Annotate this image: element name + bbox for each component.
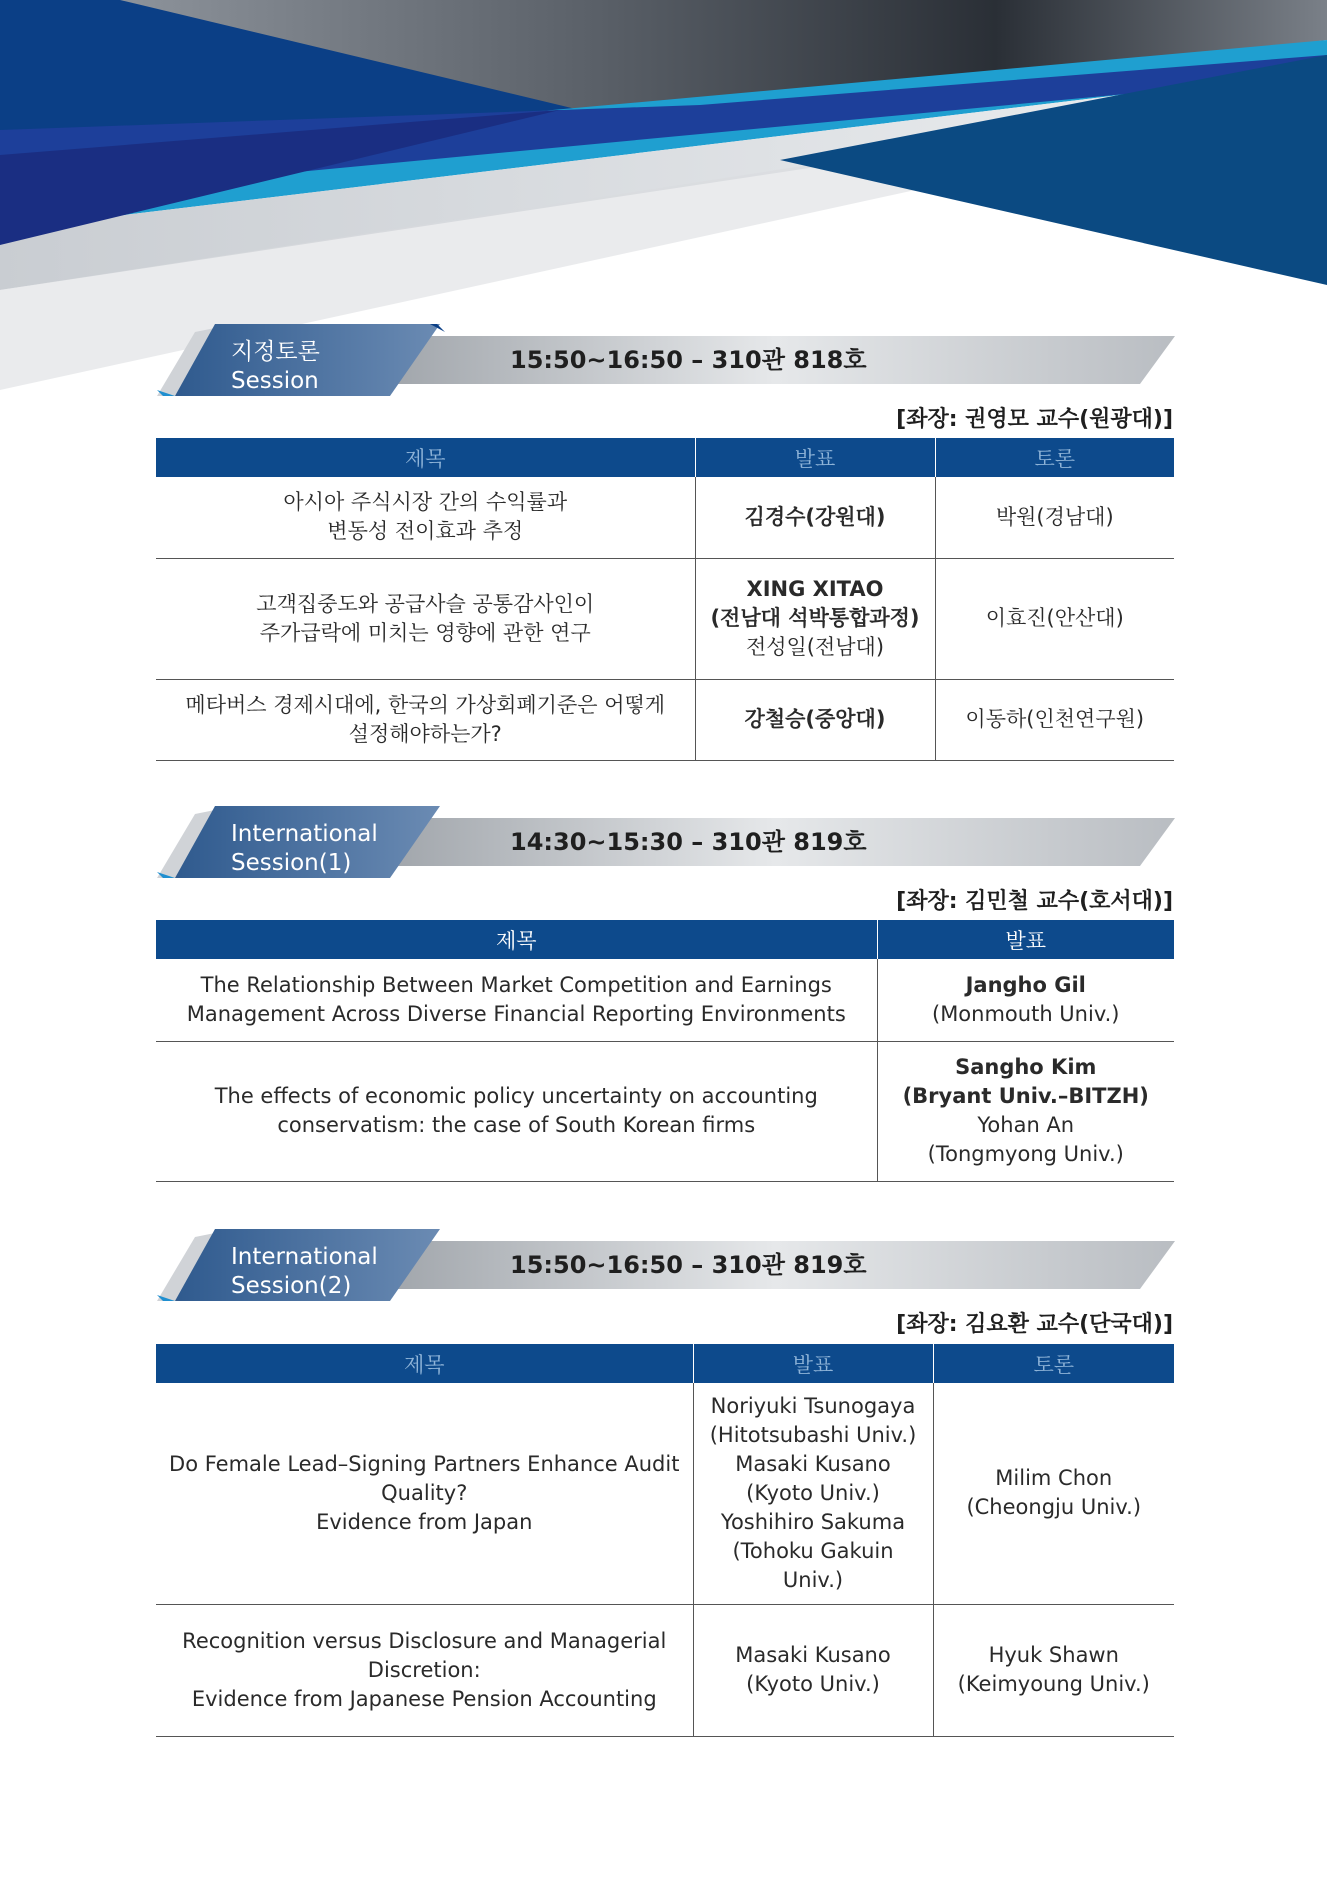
discussant: 이효진(안산대) <box>935 558 1174 679</box>
table-row <box>156 1383 1174 1604</box>
session-table-3 <box>156 1344 1174 1737</box>
col-title-header: 제목 <box>156 438 695 477</box>
paper-title: Do Female Lead–Signing Partners Enhance Audit Quality? Evidence from Japan <box>156 1383 693 1604</box>
discussant: Hyuk Shawn (Keimyoung Univ.) <box>933 1604 1174 1736</box>
paper-title: 아시아 주식시장 간의 수익률과 변동성 전이효과 추정 <box>156 477 695 558</box>
session-name: 지정토론 Session <box>231 339 320 394</box>
col-presenter-header: 발표 <box>695 438 935 477</box>
paper-title: The Relationship Between Market Competition and Earnings Management Across Diverse Financial Reporting Environments <box>156 959 877 1041</box>
session-time: 15:50~16:50 – 310관 819호 <box>510 1251 867 1279</box>
session-time: 14:30~15:30 – 310관 819호 <box>510 828 867 856</box>
session-chair: [좌장: 김요환 교수(단국대)] <box>896 1312 1173 1337</box>
session-chair: [좌장: 권영모 교수(원광대)] <box>896 407 1173 432</box>
col-discussant-header: 토론 <box>933 1344 1174 1383</box>
session-header-3 <box>155 1229 1175 1301</box>
table-header-row <box>156 438 1174 477</box>
table-header-row <box>156 1344 1174 1383</box>
col-discussant-header: 토론 <box>935 438 1174 477</box>
paper-title: The effects of economic policy uncertainty on accounting conservatism: the case of South Korean firms <box>156 1041 877 1181</box>
session-name: International Session(1) <box>231 821 378 876</box>
table-row <box>156 558 1174 679</box>
session-header-2 <box>155 806 1175 878</box>
table-row <box>156 959 1174 1041</box>
table-row <box>156 477 1174 558</box>
table-row <box>156 1604 1174 1736</box>
discussant: 이동하(인천연구원) <box>935 679 1174 760</box>
paper-title: 고객집중도와 공급사슬 공통감사인이 주가급락에 미치는 영향에 관한 연구 <box>156 558 695 679</box>
discussant: Milim Chon (Cheongju Univ.) <box>933 1383 1174 1604</box>
presenter: Sangho Kim (Bryant Univ.–BITZH) Yohan An (Tongmyong Univ.) <box>877 1041 1174 1181</box>
presenter: XING XITAO (전남대 석박통합과정) 전성일(전남대) <box>695 558 935 679</box>
paper-title: Recognition versus Disclosure and Managerial Discretion: Evidence from Japanese Pension Accounting <box>156 1604 693 1736</box>
session-time: 15:50~16:50 – 310관 818호 <box>510 346 867 374</box>
table-row <box>156 679 1174 760</box>
session-name: International Session(2) <box>231 1244 378 1299</box>
table-header-row <box>156 920 1174 959</box>
paper-title: 메타버스 경제시대에, 한국의 가상회폐기준은 어떻게 설정해야하는가? <box>156 679 695 760</box>
session-table-1 <box>156 438 1174 761</box>
session-header-1 <box>155 324 1175 396</box>
presenter: Masaki Kusano (Kyoto Univ.) <box>693 1604 933 1736</box>
col-title-header: 제목 <box>156 920 877 959</box>
presenter: 김경수(강원대) <box>695 477 935 558</box>
session-table-2 <box>156 920 1174 1182</box>
col-presenter-header: 발표 <box>877 920 1174 959</box>
col-presenter-header: 발표 <box>693 1344 933 1383</box>
presenter: 강철승(중앙대) <box>695 679 935 760</box>
presenter: Noriyuki Tsunogaya (Hitotsubashi Univ.) Masaki Kusano (Kyoto Univ.) Yoshihiro Sakuma (Tohoku Gakuin Univ.) <box>693 1383 933 1604</box>
session-chair: [좌장: 김민철 교수(호서대)] <box>896 889 1173 914</box>
presenter: Jangho Gil (Monmouth Univ.) <box>877 959 1174 1041</box>
col-title-header: 제목 <box>156 1344 693 1383</box>
table-row <box>156 1041 1174 1181</box>
discussant: 박원(경남대) <box>935 477 1174 558</box>
